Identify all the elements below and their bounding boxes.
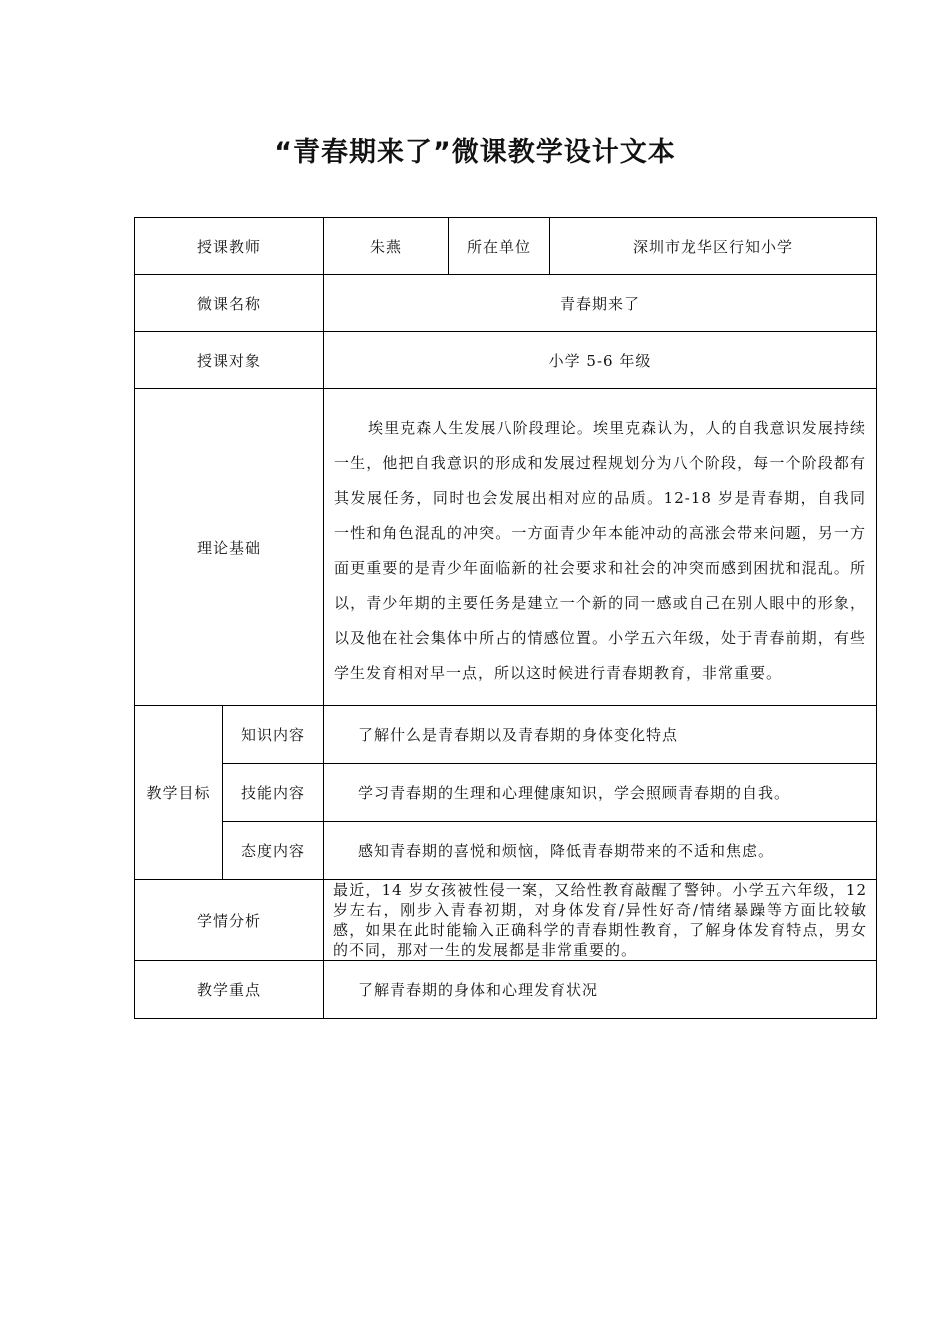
goal-skill-label: 技能内容	[223, 764, 324, 822]
goal-row-knowledge	[135, 706, 877, 764]
key-point-label: 教学重点	[135, 961, 324, 1019]
goal-row-skill	[135, 764, 877, 822]
course-name-row	[135, 275, 877, 332]
page-title: “青春期来了”微课教学设计文本	[274, 137, 676, 168]
goals-label: 教学目标	[135, 706, 223, 880]
audience-label: 授课对象	[135, 332, 324, 389]
goal-skill-text: 学习青春期的生理和心理健康知识，学会照顾青春期的自我。	[324, 764, 877, 822]
goal-attitude-text: 感知青春期的喜悦和烦恼，降低青春期带来的不适和焦虑。	[324, 822, 877, 880]
course-name-value: 青春期来了	[324, 275, 877, 332]
teacher-row	[135, 218, 877, 275]
lesson-design-table	[134, 217, 877, 1019]
theory-text: 埃里克森人生发展八阶段理论。埃里克森认为，人的自我意识发展持续一生，他把自我意识的形成和发展过程规划分为八个阶段，每一个阶段都有其发展任务，同时也会发展出相对应的品质。12-18 岁是青春期，自我同一性和角色混乱的冲突。一方面青少年本能冲动的高涨会带来问题，另一方面更重要的是青少年面临新的社会要求和社会的冲突而感到困扰和混乱。所以，青少年期的主要任务是建立一个新的同一感或自己在别人眼中的形象，以及他在社会集体中所占的情感位置。小学五六年级，处于青春前期，有些学生发育相对早一点，所以这时候进行青春期教育，非常重要。	[324, 389, 877, 706]
teacher-label: 授课教师	[135, 218, 324, 275]
analysis-label: 学情分析	[135, 880, 324, 961]
course-name-label: 微课名称	[135, 275, 324, 332]
analysis-text: 最近，14 岁女孩被性侵一案，又给性教育敲醒了警钟。小学五六年级，12 岁左右，刚步入青春初期，对身体发育/异性好奇/情绪暴躁等方面比较敏感，如果在此时能输入正确科学的青春期性教育，了解身体发育特点，男女的不同，那对一生的发展都是非常重要的。	[324, 880, 877, 961]
unit-label: 所在单位	[449, 218, 550, 275]
goal-knowledge-text: 了解什么是青春期以及青春期的身体变化特点	[324, 706, 877, 764]
goal-knowledge-label: 知识内容	[223, 706, 324, 764]
unit-value: 深圳市龙华区行知小学	[550, 218, 877, 275]
analysis-row	[135, 880, 877, 961]
theory-label: 理论基础	[135, 389, 324, 706]
audience-value: 小学 5-6 年级	[324, 332, 877, 389]
key-point-text: 了解青春期的身体和心理发育状况	[324, 961, 877, 1019]
key-point-row	[135, 961, 877, 1019]
theory-row	[135, 389, 877, 706]
teacher-name: 朱燕	[324, 218, 449, 275]
goal-row-attitude	[135, 822, 877, 880]
audience-row	[135, 332, 877, 389]
goal-attitude-label: 态度内容	[223, 822, 324, 880]
